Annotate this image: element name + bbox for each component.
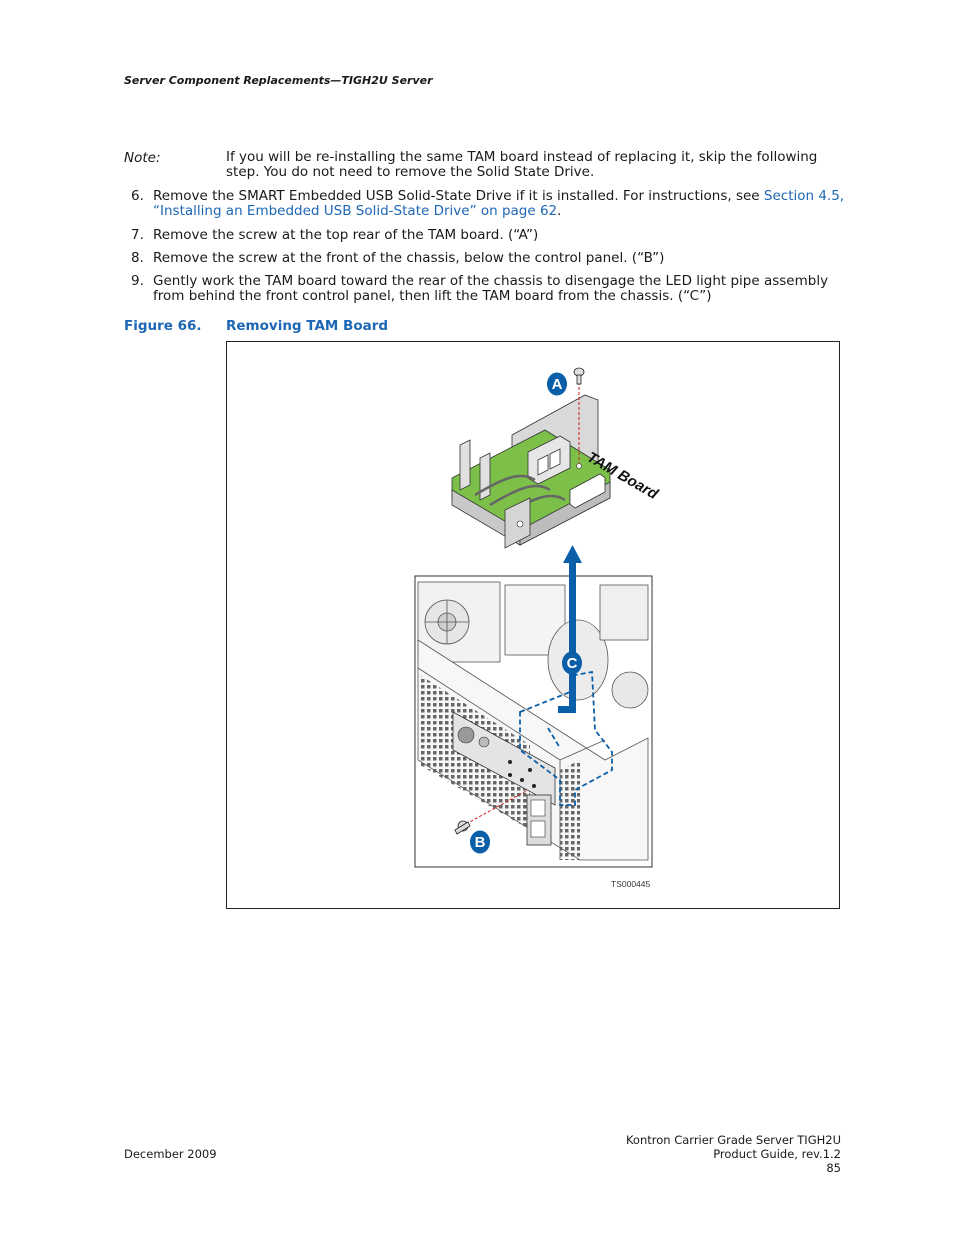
step-number: 6. (131, 188, 144, 204)
note-text: If you will be re-installing the same TAM board instead of replacing it, skip the following step. You do not need to remove the Solid State Drive. (226, 149, 818, 180)
footer-product (626, 1133, 841, 1175)
figure-number: Figure 66. (124, 318, 202, 334)
step-text: Remove the screw at the top rear of the TAM board. (“A”) (153, 227, 539, 243)
footer-product-line2: Product Guide, rev.1.2 (713, 1147, 841, 1161)
footer-product-line1: Kontron Carrier Grade Server TIGH2U (625, 1133, 841, 1147)
step-number: 7. (131, 227, 144, 243)
step-text: Remove the SMART Embedded USB Solid-State Drive if it is installed. For instructions, see (153, 188, 764, 204)
tam-board-label: TAM Board (584, 448, 661, 503)
figure-image-id: TS000445 (611, 879, 651, 889)
callout-a-badge (546, 372, 568, 396)
step-text: Remove the screw at the front of the chassis, below the control panel. (“B”) (153, 250, 665, 266)
note-label: Note: (124, 150, 161, 166)
step-text-end: . (557, 203, 562, 219)
figure-title: Removing TAM Board (226, 318, 389, 334)
running-header: Server Component Replacements—TIGH2U Server (124, 74, 433, 87)
callout-c-badge (561, 651, 583, 675)
footer-date: December 2009 (124, 1147, 217, 1161)
section-link[interactable]: Section 4.5, “Installing an Embedded USB Solid-State Drive” on page 62 (153, 188, 845, 219)
callout-c-label: C (566, 655, 578, 672)
step-number: 8. (131, 250, 144, 266)
callout-a-label: A (551, 376, 563, 393)
callout-b-label: B (474, 834, 486, 851)
step-number: 9. (131, 273, 144, 289)
step-text: Gently work the TAM board toward the rear of the chassis to disengage the LED light pipe assembly from behind the front control panel, then lift the TAM board from the chassis. (“C”) (153, 273, 829, 304)
footer-page-number: 85 (826, 1161, 841, 1175)
callout-b-badge (469, 830, 491, 854)
tam-board-label-svg (582, 440, 672, 510)
